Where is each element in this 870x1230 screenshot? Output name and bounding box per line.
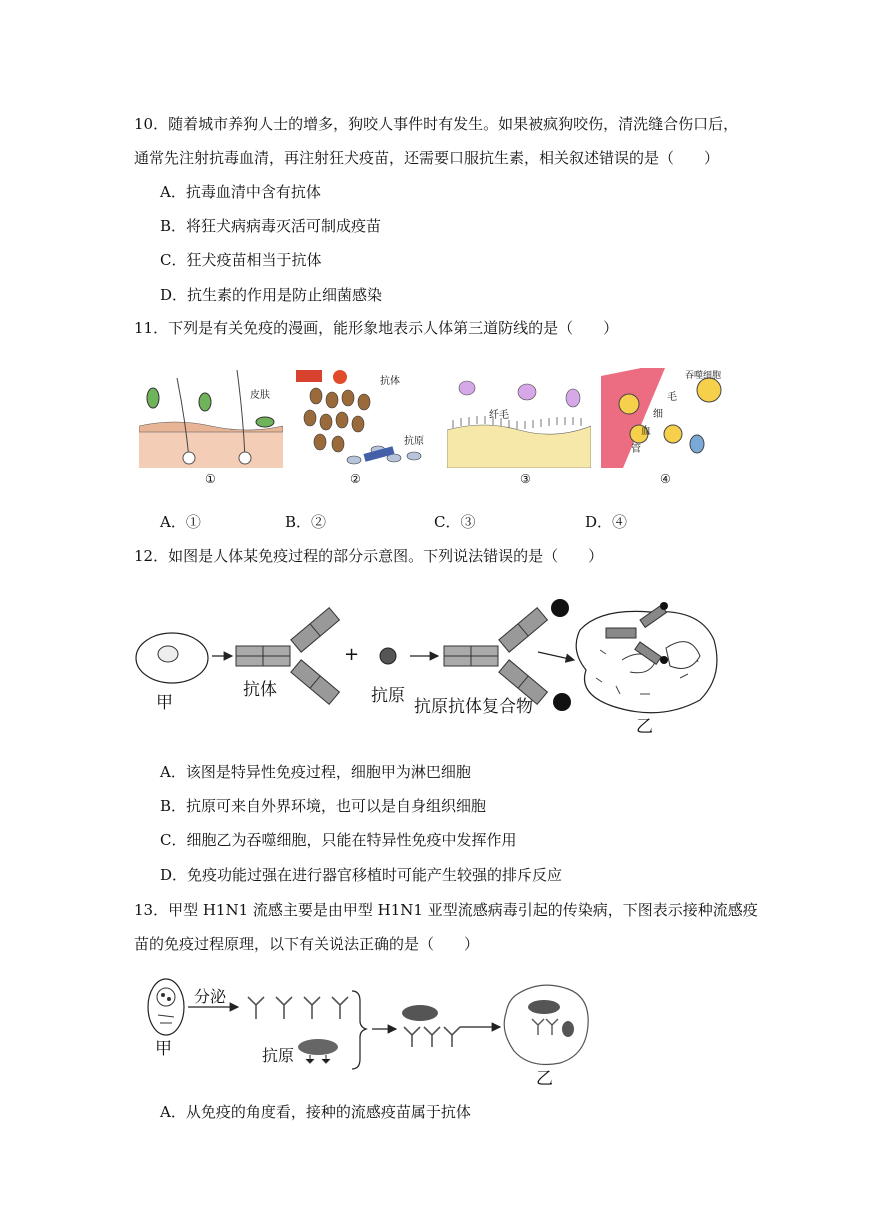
q12-immune-process-diagram <box>0 590 870 750</box>
cilia-illustration <box>447 368 591 468</box>
q11-panel-1-number: ① <box>205 472 216 486</box>
q10-stem-line2: 通常先注射抗毒血清，再注射狂犬疫苗，还需要口服抗生素，相关叙述错误的是（ ） <box>134 149 720 167</box>
q12-complex-label: 抗原抗体复合物 <box>414 697 533 717</box>
q13-antigen-label: 抗原 <box>262 1046 295 1065</box>
q11-panel-3-cilia-illustration <box>447 368 591 468</box>
q13-option-a: A．从免疫的角度看，接种的流感疫苗属于抗体 <box>160 1103 471 1121</box>
skin-illustration <box>139 368 283 468</box>
q11-option-d: D．④ <box>585 513 628 531</box>
q12-antigen-label: 抗原 <box>371 686 405 706</box>
q12-plus-sign: + <box>344 644 360 665</box>
q10-option-c: C．狂犬疫苗相当于抗体 <box>160 251 322 269</box>
army-illustration <box>294 368 438 468</box>
q13-cell-jia-label: 甲 <box>155 1039 172 1059</box>
q11-panel-4-number: ④ <box>660 472 671 486</box>
q11-option-b: B．② <box>285 513 327 531</box>
q11-panel-2-antibody-illustration <box>294 368 438 468</box>
q10-option-a: A．抗毒血清中含有抗体 <box>160 183 321 201</box>
q11-option-a: A．① <box>160 513 201 531</box>
q12-option-b: B．抗原可来自外界环境，也可以是自身组织细胞 <box>160 797 487 815</box>
q12-option-c: C．细胞乙为吞噬细胞，只能在特异性免疫中发挥作用 <box>160 831 517 849</box>
q12-stem: 12．如图是人体某免疫过程的部分示意图。下列说法错误的是（ ） <box>134 547 604 565</box>
q12-cell-yi-label: 乙 <box>636 717 653 737</box>
q12-option-a: A．该图是特异性免疫过程，细胞甲为淋巴细胞 <box>160 763 471 781</box>
phagocyte-label: 吞噬细胞 <box>685 371 722 381</box>
antigen-label: 抗原 <box>404 436 424 447</box>
capillary-label-1: 毛 <box>667 392 677 403</box>
capillary-label-2: 细 <box>653 409 663 420</box>
q13-secrete-label: 分泌 <box>194 987 227 1006</box>
q11-panel-2-number: ② <box>350 472 361 486</box>
q11-panel-4-phagocyte-illustration <box>601 368 731 468</box>
capillary-label-3: 血 <box>641 426 651 437</box>
q11-panel-1-skin-illustration <box>139 368 283 468</box>
cilia-label: 纤毛 <box>489 410 509 421</box>
q12-cell-jia-label: 甲 <box>156 693 173 713</box>
q11-stem: 11．下列是有关免疫的漫画，能形象地表示人体第三道防线的是（ ） <box>134 319 619 337</box>
q12-antibody-label: 抗体 <box>243 680 277 700</box>
phagocyte-illustration <box>601 368 731 468</box>
antibody-label: 抗体 <box>380 376 400 387</box>
q11-panel-3-number: ③ <box>520 472 531 486</box>
q11-option-c: C．③ <box>434 513 476 531</box>
q13-stem-line1: 13．甲型 H1N1 流感主要是由甲型 H1N1 亚型流感病毒引起的传染病，下图表示接种流感疫 <box>134 901 758 919</box>
capillary-label-4: 管 <box>631 444 641 455</box>
q10-stem-line1: 10．随着城市养狗人士的增多，狗咬人事件时有发生。如果被疯狗咬伤，清洗缝合伤口后， <box>134 115 739 133</box>
q13-stem-line2: 苗的免疫过程原理，以下有关说法正确的是（ ） <box>134 935 480 953</box>
q13-cell-yi-label: 乙 <box>536 1069 553 1089</box>
q10-option-d: D．抗生素的作用是防止细菌感染 <box>160 286 383 304</box>
q13-vaccine-process-diagram <box>0 975 870 1095</box>
q12-option-d: D．免疫功能过强在进行器官移植时可能产生较强的排斥反应 <box>160 866 563 884</box>
q10-option-b: B．将狂犬病病毒灭活可制成疫苗 <box>160 217 382 235</box>
skin-label: 皮肤 <box>250 390 270 401</box>
